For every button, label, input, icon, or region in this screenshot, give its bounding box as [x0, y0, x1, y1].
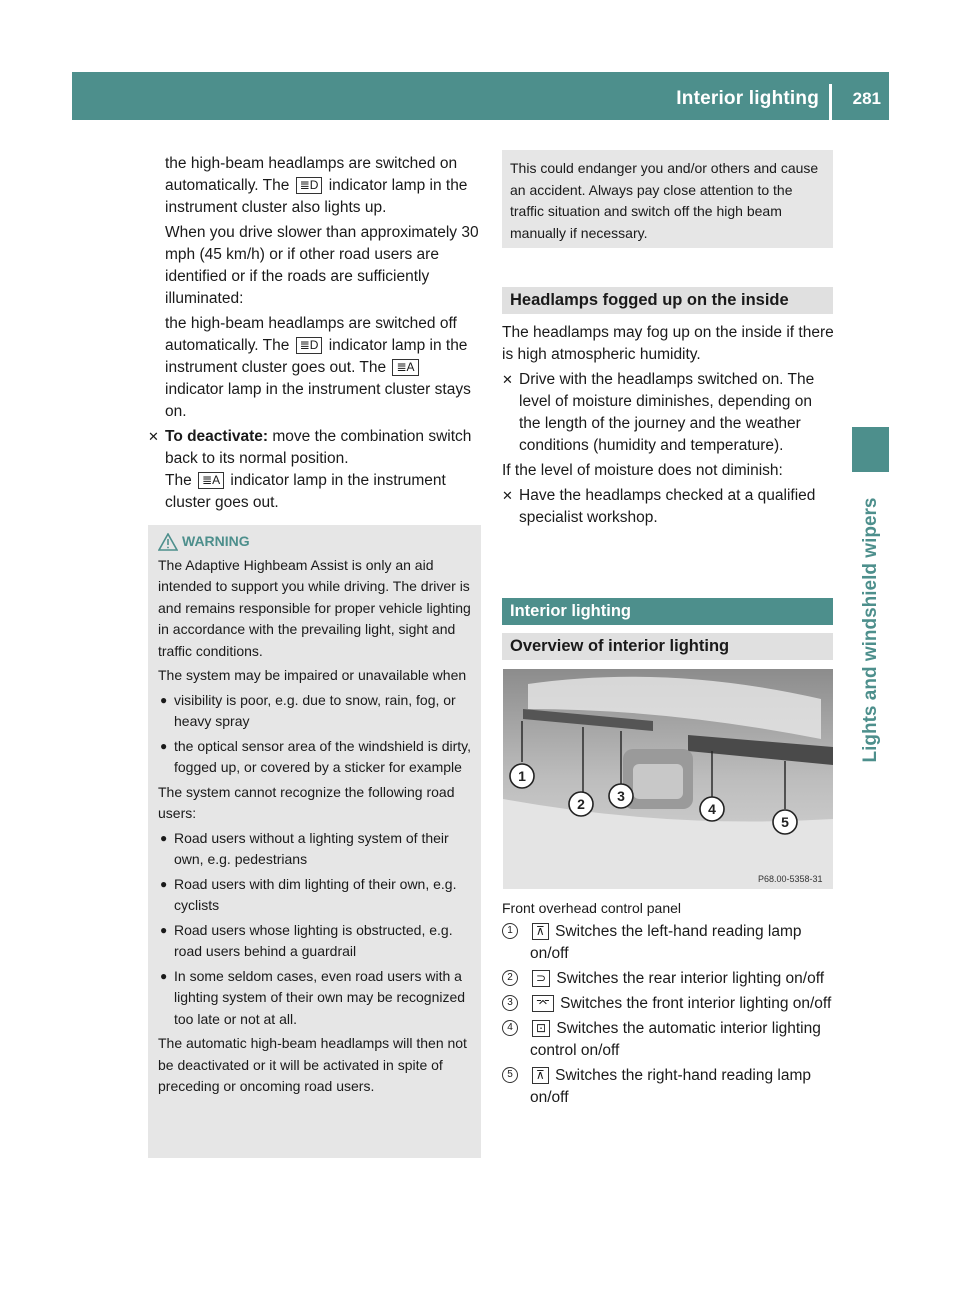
figure-caption: Front overhead control panel	[502, 900, 681, 916]
paragraph: The headlamps may fog up on the inside if there is high atmospheric humidity.	[502, 324, 834, 363]
highbeam-indicator-icon: ≣D	[296, 177, 323, 194]
warning-paragraph: The automatic high-beam headlamps will then not be deactivated or it will be activated in spite of preceding or oncoming road users.	[158, 1035, 467, 1094]
header-divider	[829, 84, 832, 120]
warning-bullet: ● Road users with dim lighting of their own, e.g. cyclists	[160, 875, 457, 913]
warning-bullet: ● In some seldom cases, even road users with a lighting system of their own may be recognized too late or not at all.	[160, 967, 466, 1027]
warning-box	[148, 525, 481, 1158]
warning-paragraph: The system may be impaired or unavailable when	[158, 667, 467, 683]
side-tab	[854, 480, 888, 780]
warning-paragraph: The system cannot recognize the following road users:	[158, 783, 455, 821]
section-heading-interior: Interior lighting	[502, 598, 833, 625]
paragraph: If the level of moisture does not diminish:	[502, 462, 783, 479]
legend-item: 1 ⊼ Switches the left-hand reading lamp on/off	[502, 921, 836, 965]
legend-item: 3 ⌤ Switches the front interior lighting on/off	[502, 993, 836, 1015]
page-header	[72, 72, 889, 120]
callout-label: 3	[617, 788, 625, 804]
rear-light-icon: ⊃	[532, 970, 550, 987]
warning-bullet: ● Road users whose lighting is obstructed, e.g. road users behind a guardrail	[160, 921, 453, 959]
callout-label: 2	[577, 796, 585, 812]
highbeam-assist-indicator-icon: ≣A	[198, 472, 224, 489]
warning-bullet: ● the optical sensor area of the windshield is dirty, fogged up, or covered by a sticker for example	[160, 737, 472, 775]
overhead-control-panel-photo	[503, 669, 833, 889]
warning-paragraph: The Adaptive Highbeam Assist is only an aid intended to support you while driving. The driver is and remains responsible for proper vehicle lighting in accordance with the prevailing light, sight and traffic conditions.	[158, 556, 471, 659]
legend-number: 2	[502, 970, 518, 986]
step-arrow-icon: ✕	[148, 429, 159, 444]
warning-title: WARNING	[182, 533, 250, 549]
highbeam-assist-indicator-icon: ≣A	[392, 359, 418, 376]
legend-number: 5	[502, 1067, 518, 1083]
subsection-heading-overview: Overview of interior lighting	[502, 633, 833, 660]
side-tab-label: Lights and windshield wipers	[860, 497, 881, 763]
reading-lamp-icon: ⊼	[532, 1067, 549, 1084]
legend-number: 3	[502, 995, 518, 1011]
legend-item: 4 ⊡ Switches the automatic interior lighting control on/off	[502, 1018, 836, 1062]
legend-list	[502, 921, 836, 1112]
front-light-icon: ⌤	[532, 995, 554, 1012]
warning-continuation-box: This could endanger you and/or others and cause an accident. Always pay close attention to the traffic situation and switch off the high beam manually if necessary.	[502, 150, 833, 248]
paragraph: the high-beam headlamps are switched on automatically. The ≣D indicator lamp in the instrument cluster also lights up.	[165, 155, 468, 216]
section-heading-fog: Headlamps fogged up on the inside	[502, 287, 833, 314]
side-tab-marker	[852, 427, 889, 472]
legend-item: 2 ⊃ Switches the rear interior lighting on/off	[502, 968, 836, 990]
legend-number: 4	[502, 1020, 518, 1036]
page-number: 281	[852, 89, 881, 108]
warning-header	[158, 531, 471, 553]
auto-light-icon: ⊡	[532, 1020, 550, 1037]
legend-number: 1	[502, 923, 518, 939]
fog-section	[502, 322, 836, 532]
callout-label: 5	[781, 814, 789, 830]
page-title: Interior lighting	[676, 88, 819, 109]
warning-bullet: ● Road users without a lighting system of their own, e.g. pedestrians	[160, 829, 449, 867]
warning-bullet: ● visibility is poor, e.g. due to snow, rain, fog, or heavy spray	[160, 691, 456, 729]
left-column	[148, 153, 482, 517]
paragraph: the high-beam headlamps are switched off automatically. The ≣D indicator lamp in the instrument cluster goes out. The ≣A indicator lamp in the instrument cluster stays on.	[165, 315, 471, 420]
warning-triangle-icon	[158, 533, 178, 551]
legend-item: 5 ⊼ Switches the right-hand reading lamp on/off	[502, 1065, 836, 1109]
reading-lamp-icon: ⊼	[532, 923, 549, 940]
callout-label: 4	[708, 801, 716, 817]
instruction-step: ✕ Have the headlamps checked at a qualified specialist workshop.	[502, 487, 816, 526]
paragraph: When you drive slower than approximately 30 mph (45 km/h) or if other road users are identified or if the roads are sufficiently illuminated:	[165, 224, 479, 307]
callout-label: 1	[518, 768, 526, 784]
instruction-step: ✕ To deactivate: move the combination switch back to its normal position. The ≣A indicator lamp in the instrument cluster goes out.	[148, 428, 472, 511]
step-arrow-icon: ✕	[502, 488, 513, 503]
step-arrow-icon: ✕	[502, 372, 513, 387]
photo-reference-code: P68.00-5358-31	[758, 874, 823, 884]
instruction-step: ✕ Drive with the headlamps switched on. The level of moisture diminishes, depending on the length of the journey and the weather conditions (humidity and temperature).	[502, 371, 815, 454]
highbeam-indicator-icon: ≣D	[296, 337, 323, 354]
